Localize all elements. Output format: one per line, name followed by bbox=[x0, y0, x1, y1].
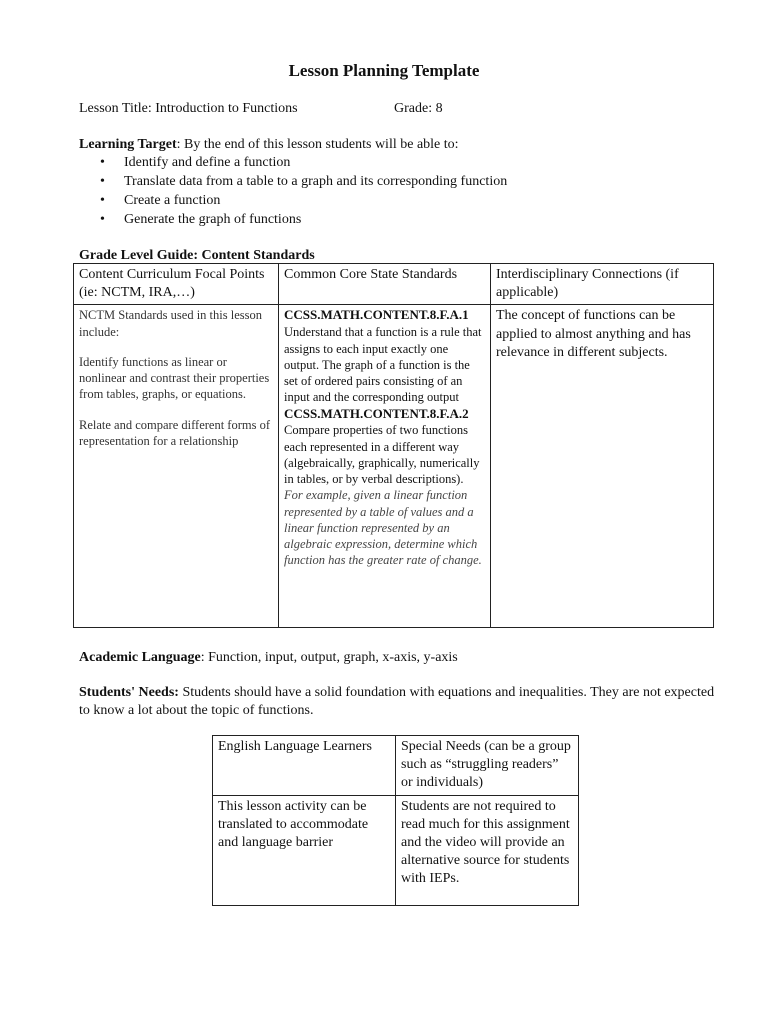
ccss-text-2: Compare properties of two functions each represented in a different way (algebraically, graphically, numerically in tables, or by verbal descriptions). bbox=[284, 423, 480, 487]
needs-table bbox=[212, 735, 579, 906]
table-header-cell: Special Needs (can be a group such as “struggling readers” or individuals) bbox=[396, 736, 579, 796]
table-cell: This lesson activity can be translated to accommodate and language barrier bbox=[213, 795, 396, 905]
grade-label: Grade: bbox=[394, 101, 433, 116]
page-title: Lesson Planning Template bbox=[288, 61, 480, 80]
list-item: • Translate data from a table to a graph and its corresponding function bbox=[100, 173, 507, 192]
nctm-intro: NCTM Standards used in this lesson include: bbox=[79, 308, 262, 339]
section-heading-grade-level-guide: Grade Level Guide: Content Standards bbox=[79, 248, 315, 263]
content-standards-table bbox=[73, 263, 714, 628]
table-header-row bbox=[74, 264, 714, 305]
table-header-cell: English Language Learners bbox=[213, 736, 396, 796]
list-item: • Generate the graph of functions bbox=[100, 211, 507, 230]
students-needs bbox=[79, 684, 719, 720]
table-cell-interdisciplinary bbox=[491, 305, 714, 628]
grade-value: 8 bbox=[435, 101, 443, 116]
table-header-cell: Content Curriculum Focal Points (ie: NCTM, IRA,…) bbox=[74, 264, 279, 305]
table-cell-nctm bbox=[74, 305, 279, 628]
lesson-title-label: Lesson Title: bbox=[79, 101, 152, 116]
table-header-row bbox=[213, 736, 579, 796]
nctm-point-2: Relate and compare different forms of representation for a relationship bbox=[79, 417, 271, 448]
table-cell: Students are not required to read much for this assignment and the video will provide an alternative source for students with IEPs. bbox=[396, 795, 579, 905]
interdisciplinary-text: The concept of functions can be applied to almost anything and has relevance in different subjects. bbox=[496, 308, 691, 360]
ccss-code-2: CCSS.MATH.CONTENT.8.F.A.2 bbox=[284, 405, 469, 421]
grade-line bbox=[394, 100, 443, 118]
students-needs-text: Students should have a solid foundation with equations and inequalities. They are not expected to know a lot about the topic of functions. bbox=[79, 685, 715, 719]
ccss-text-2-example: For example, given a linear function represented by a table of values and a linear function represented by an algebraic expression, determine which function has the greater rate of change. bbox=[284, 488, 482, 568]
table-cell-ccss bbox=[279, 305, 491, 628]
students-needs-label: Students' Needs: bbox=[79, 685, 179, 700]
nctm-point-1: Identify functions as linear or nonlinear and contrast their properties from tables, graphs, or equations. bbox=[79, 354, 270, 402]
lesson-title-line bbox=[79, 100, 298, 118]
lesson-title-value: Introduction to Functions bbox=[155, 101, 298, 116]
academic-language-label: Academic Language bbox=[79, 650, 201, 665]
ccss-text-1: Understand that a function is a rule that assigns to each input exactly one output. The graph of a function is the set of ordered pairs consisting of an input and the corresponding output bbox=[284, 325, 482, 405]
table-row bbox=[74, 305, 714, 628]
academic-language bbox=[79, 649, 458, 667]
academic-language-text: : Function, input, output, graph, x-axis, y-axis bbox=[200, 650, 458, 665]
learning-target-label: Learning Target bbox=[79, 137, 177, 152]
learning-target bbox=[79, 136, 459, 154]
ccss-code-1: CCSS.MATH.CONTENT.8.F.A.1 bbox=[284, 307, 469, 323]
learning-target-list bbox=[100, 154, 507, 230]
table-row bbox=[213, 795, 579, 905]
list-item: • Create a function bbox=[100, 192, 507, 211]
list-item: • Identify and define a function bbox=[100, 154, 507, 173]
table-header-cell: Common Core State Standards bbox=[279, 264, 491, 305]
table-header-cell: Interdisciplinary Connections (if applicable) bbox=[491, 264, 714, 305]
learning-target-text: : By the end of this lesson students will be able to: bbox=[176, 137, 459, 152]
